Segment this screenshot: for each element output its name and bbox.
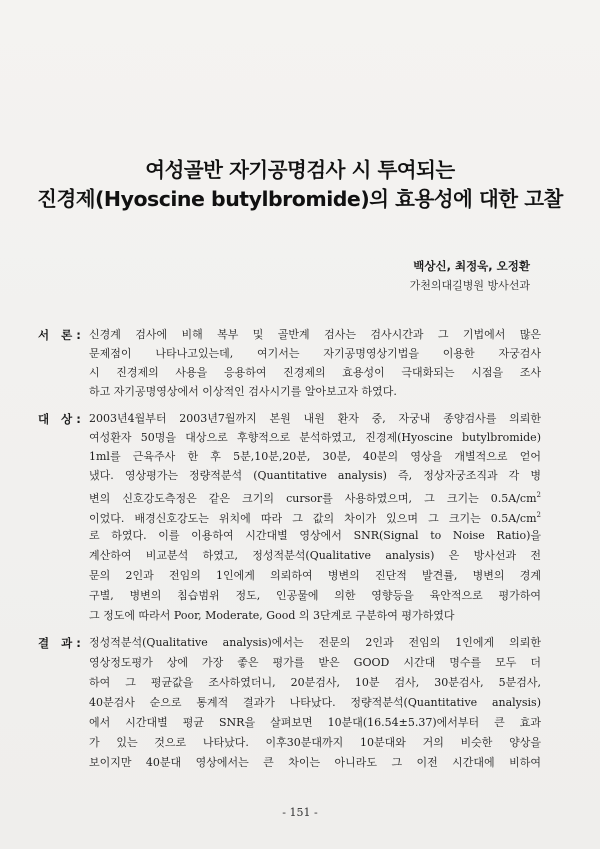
results-line: 가 있는 것으로 나타났다. 이후30분대까지 10분대와 거의 비슷한 양상을 <box>89 736 541 749</box>
title-line-2: 진경제(Hyoscine butylbromide)의 효용성에 대한 고찰 <box>37 187 563 211</box>
authors: 백상신, 최정욱, 오정환 <box>413 259 530 273</box>
subjects-line: 문의 2인과 전임의 1인에게 의뢰하여 병변의 진단적 발견률, 병변의 경계 <box>89 569 541 582</box>
affiliation: 가천의대길병원 방사선과 <box>409 279 530 292</box>
subjects-line: 그 정도에 따라서 Poor, Moderate, Good 의 3단계로 구분하여 평가하였다 <box>89 609 455 622</box>
intro-line: 하고 자기공명영상에서 이상적인 검사시기를 알아보고자 하였다. <box>89 385 397 398</box>
intro-line: 시 진경제의 사용을 응용하여 진경제의 효용성이 극대화되는 시점을 조사 <box>89 366 541 379</box>
subjects-line: 2003년4월부터 2003년7월까지 본원 내원 환자 중, 자궁내 종양검사를 의뢰한 <box>89 412 541 425</box>
intro-line: 문제점이 나타나고있는데, 여기서는 자기공명영상기법을 이용한 자궁검사 <box>89 347 541 360</box>
section-label-introduction: 서 론 : <box>38 328 81 342</box>
subjects-line: 1ml를 근육주사 한 후 5분,10분,20분, 30분, 40분의 영상을 개별적으로 얻어 <box>89 450 541 463</box>
intro-line: 신경계 검사에 비해 복부 및 골반계 검사는 검사시간과 그 기법에서 많은 <box>89 328 541 341</box>
superscript: 2 <box>536 491 541 499</box>
results-line: 하여 그 평균값을 조사하였더니, 20분검사, 10분 검사, 30분검사, 5분검사, <box>89 676 541 689</box>
subjects-line-text: 변의 신호강도측정은 같은 크기의 cursor를 사용하였으며, 그 크기는 0.5A/cm <box>89 492 537 505</box>
results-line: 정성적분석(Qualitative analysis)에서는 전문의 2인과 전임의 1인에게 의뢰한 <box>89 636 541 649</box>
subjects-line-with-superscript <box>89 506 541 525</box>
subjects-line: 냈다. 영상평가는 정량적분석 (Quantitative analysis) 즉, 정상자궁조직과 각 병 <box>89 469 541 482</box>
subjects-line-text: 이었다. 배경신호강도는 위치에 따라 그 값의 차이가 있으며 그 크기는 0.5A/cm <box>89 512 537 525</box>
section-label-subjects: 대 상 : <box>38 412 81 426</box>
page-number: - 151 - <box>282 806 318 819</box>
subjects-line: 여성환자 50명을 대상으로 후향적으로 분석하였고, 진경제(Hyoscine butylbromide) <box>89 431 541 444</box>
superscript: 2 <box>536 511 541 519</box>
results-line: 영상정도평가 상에 가장 좋은 평가를 받은 GOOD 시간대 명수를 모두 더 <box>89 656 541 669</box>
section-label-results: 결 과 : <box>38 636 81 650</box>
subjects-line-with-superscript <box>89 486 541 505</box>
results-line: 에서 시간대별 평균 SNR을 살펴보면 10분대(16.54±5.37)에서부터 큰 효과 <box>89 716 541 729</box>
subjects-line: 계산하여 비교분석 하였고, 정성적분석(Qualitative analysis) 은 방사선과 전 <box>89 549 541 562</box>
subjects-line: 로 하였다. 이를 이용하여 시간대별 영상에서 SNR(Signal to Noise Ratio)을 <box>89 529 541 542</box>
results-line: 40분검사 순으로 통계적 결과가 나타났다. 정량적분석(Quantitative analysis) <box>89 696 541 709</box>
title-line-1: 여성골반 자기공명검사 시 투여되는 <box>145 158 455 182</box>
subjects-line: 구별, 병변의 침습범위 정도, 인공물에 의한 영향등을 육안적으로 평가하여 <box>89 589 541 602</box>
results-line: 보이지만 40분대 영상에서는 큰 차이는 아니라도 그 이전 시간대에 비하여 <box>89 756 541 769</box>
